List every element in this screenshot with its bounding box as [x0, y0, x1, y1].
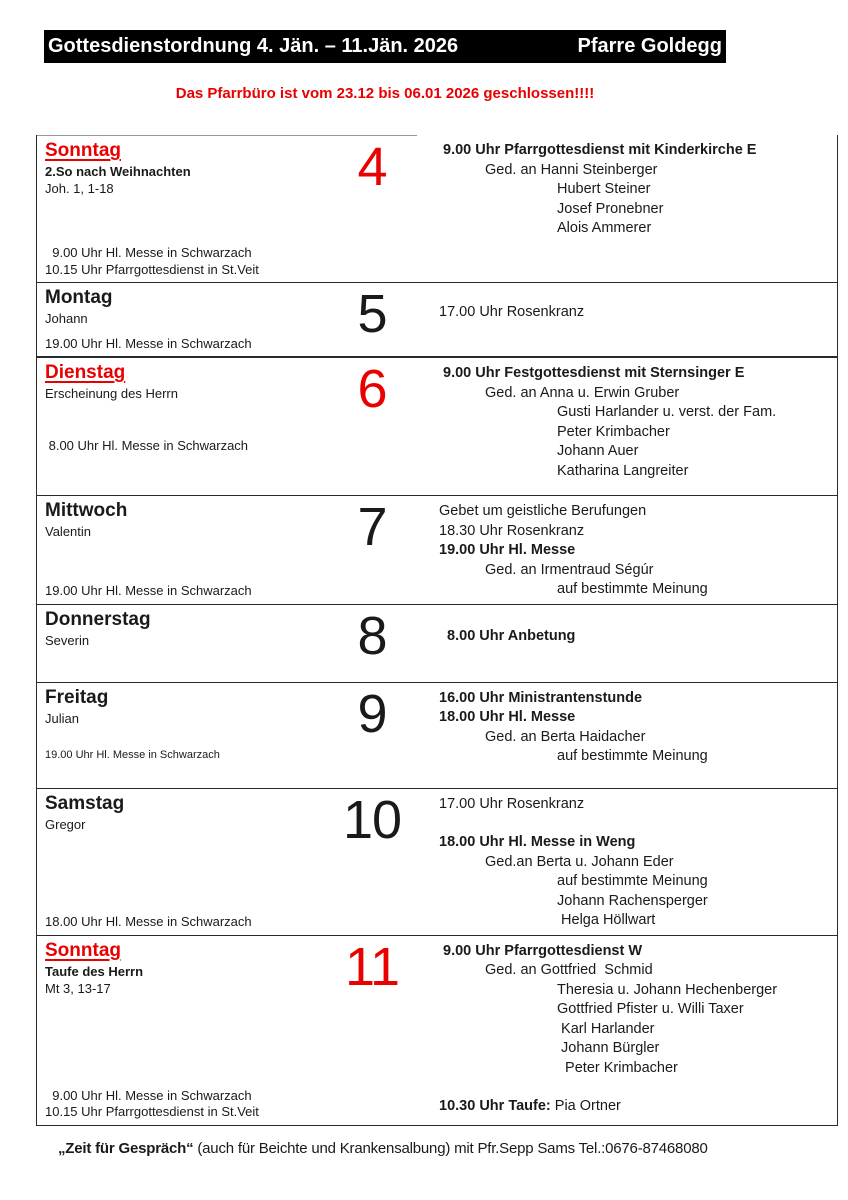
day-subtitle: Valentin	[45, 524, 92, 539]
day-events-cell	[417, 605, 837, 682]
event-text: Gebet um geistliche Berufungen	[439, 503, 647, 519]
event-line	[439, 1000, 831, 1020]
event-line	[439, 942, 831, 962]
event-spacer	[439, 814, 831, 833]
document-title: Gottesdienstordnung 4. Jän. – 11.Jän. 2026	[48, 35, 459, 57]
footer-quote: „Zeit für Gespräch“	[58, 1139, 194, 1157]
day-name: Samstag	[45, 792, 125, 814]
event-line	[439, 853, 831, 873]
event-text-suffix: Pia Ortner	[550, 1098, 621, 1114]
day-notes	[45, 1088, 323, 1121]
day-notes	[45, 438, 323, 455]
day-number-cell	[327, 789, 417, 935]
event-line	[439, 541, 831, 561]
event-line	[439, 747, 831, 767]
event-text: auf bestimmte Meinung	[557, 873, 708, 889]
event-line	[439, 872, 831, 892]
event-text: Katharina Langreiter	[557, 462, 689, 479]
event-line	[439, 1020, 831, 1040]
day-number-cell	[327, 683, 417, 788]
event-text: 9.00 Uhr Pfarrgottesdienst mit Kinderkirche E	[439, 142, 757, 158]
event-line	[439, 522, 831, 542]
day-number: 8	[357, 605, 387, 666]
event-line	[439, 580, 831, 600]
event-text: Gusti Harlander u. verst. der Fam.	[557, 404, 777, 420]
day-note: 19.00 Uhr Hl. Messe in Schwarzach	[45, 748, 220, 761]
event-text: Johann Auer	[557, 443, 639, 459]
event-text: 8.00 Uhr Anbetung	[439, 627, 576, 644]
event-text: Peter Krimbacher	[557, 1059, 678, 1076]
day-events-cell	[417, 358, 837, 495]
event-text: Hubert Steiner	[557, 181, 651, 197]
event-text: 19.00 Uhr Hl. Messe	[439, 542, 576, 558]
event-line	[439, 161, 831, 181]
day-note: 9.00 Uhr Hl. Messe in Schwarzach	[45, 1087, 252, 1103]
day-events-cell	[417, 936, 837, 1125]
day-subtitle: Johann	[45, 311, 88, 326]
event-text: Johann Rachensperger	[557, 892, 708, 909]
event-line	[439, 364, 831, 384]
event-text: Ged. an Anna u. Erwin Gruber	[485, 384, 680, 401]
day-number: 5	[357, 284, 387, 344]
day-note: 10.15 Uhr Pfarrgottesdienst in St.Veit	[45, 1104, 259, 1119]
day-info-cell	[37, 496, 327, 604]
event-line	[439, 1039, 831, 1059]
event-text: auf bestimmte Meinung	[557, 748, 708, 764]
day-row-dienstag-6	[37, 356, 837, 495]
day-row-mittwoch-7	[37, 495, 837, 604]
day-number: 11	[344, 936, 400, 997]
office-closed-notice: Das Pfarrbüro ist vom 23.12 bis 06.01 2026 geschlossen!!!!	[175, 85, 595, 102]
event-text: 9.00 Uhr Festgottesdienst mit Sternsinger E	[439, 365, 745, 381]
day-number: 4	[357, 137, 387, 197]
schedule-table	[36, 135, 838, 1126]
day-row-sonntag-11	[37, 935, 837, 1125]
day-subtitles	[45, 710, 323, 727]
day-info-cell	[37, 683, 327, 788]
event-line	[439, 502, 831, 522]
event-line	[439, 728, 831, 748]
day-info-cell	[37, 135, 327, 282]
event-line	[439, 1059, 831, 1079]
event-line	[439, 423, 831, 443]
event-text: Peter Krimbacher	[557, 423, 670, 440]
event-text: Josef Pronebner	[557, 200, 664, 217]
day-notes	[45, 747, 323, 764]
day-subtitle: Gregor	[45, 816, 86, 832]
parish-name: Pfarre Goldegg	[577, 35, 722, 57]
event-line	[439, 689, 831, 709]
day-subtitle: Joh. 1, 1-18	[45, 181, 114, 196]
footer-note	[36, 1140, 838, 1157]
day-number: 7	[357, 497, 387, 557]
event-line	[439, 462, 831, 482]
day-subtitle: Julian	[45, 710, 79, 726]
event-line	[439, 141, 831, 161]
event-spacer	[439, 1078, 831, 1097]
event-line	[439, 219, 831, 239]
day-row-montag-5	[37, 282, 837, 356]
day-number-cell	[327, 605, 417, 682]
day-subtitles	[45, 963, 323, 997]
event-text: 10.30 Uhr Taufe:	[439, 1098, 551, 1114]
day-notes	[45, 336, 323, 353]
day-info-cell	[37, 936, 327, 1125]
header-bar	[44, 30, 726, 63]
event-text: 16.00 Uhr Ministrantenstunde	[439, 689, 643, 706]
day-number-cell	[327, 283, 417, 356]
event-text: 18.00 Uhr Hl. Messe	[439, 709, 576, 725]
event-text: Ged.an Berta u. Johann Eder	[485, 853, 674, 870]
event-text: Ged. an Irmentraud Ségúr	[485, 561, 654, 578]
footer-text: (auch für Beichte und Krankensalbung) mit Pfr.Sepp Sams Tel.:0676-87468080	[193, 1139, 708, 1157]
day-info-cell	[37, 283, 327, 356]
event-line	[439, 403, 831, 423]
event-text: 17.00 Uhr Rosenkranz	[439, 795, 585, 812]
day-info-cell	[37, 358, 327, 495]
day-info-cell	[37, 605, 327, 682]
event-text: 9.00 Uhr Pfarrgottesdienst W	[439, 942, 643, 959]
day-note: 10.15 Uhr Pfarrgottesdienst in St.Veit	[45, 261, 259, 277]
event-text: Karl Harlander	[557, 1020, 655, 1037]
day-row-sonntag-4	[37, 135, 837, 282]
event-line	[439, 442, 831, 462]
event-line	[439, 961, 831, 981]
day-number-cell	[327, 936, 417, 1125]
day-subtitles	[45, 523, 323, 540]
day-events-cell	[417, 283, 837, 356]
day-note: 18.00 Uhr Hl. Messe in Schwarzach	[45, 914, 252, 929]
event-line	[439, 833, 831, 853]
day-notes	[45, 583, 323, 600]
day-row-freitag-9	[37, 682, 837, 788]
day-subtitles	[45, 163, 323, 197]
event-line	[439, 627, 831, 647]
event-line	[439, 200, 831, 220]
event-text: Gottfried Pfister u. Willi Taxer	[557, 1001, 744, 1017]
day-note: 19.00 Uhr Hl. Messe in Schwarzach	[45, 583, 252, 598]
event-line	[439, 180, 831, 200]
day-number-cell	[327, 496, 417, 604]
event-line	[439, 911, 831, 931]
event-line	[439, 708, 831, 728]
event-text: Theresia u. Johann Hechenberger	[557, 981, 778, 998]
day-row-donnerstag-8	[37, 604, 837, 682]
day-subtitle: 2.So nach Weihnachten	[45, 164, 191, 179]
day-note: 8.00 Uhr Hl. Messe in Schwarzach	[45, 438, 249, 454]
day-subtitle: Taufe des Herrn	[45, 963, 144, 979]
day-subtitle: Mt 3, 13-17	[45, 980, 111, 996]
event-line	[439, 303, 831, 323]
day-subtitles	[45, 632, 323, 649]
day-name: Sonntag	[45, 939, 121, 961]
day-name: Mittwoch	[45, 500, 128, 521]
event-line	[439, 795, 831, 815]
day-name: Montag	[45, 287, 113, 308]
event-line	[439, 384, 831, 404]
day-events-cell	[417, 789, 837, 935]
event-text: Johann Bürgler	[557, 1040, 660, 1056]
event-text: Helga Höllwart	[557, 912, 656, 928]
day-note: 19.00 Uhr Hl. Messe in Schwarzach	[45, 335, 252, 351]
event-text: Ged. an Hanni Steinberger	[485, 161, 658, 178]
event-text: 17.00 Uhr Rosenkranz	[439, 304, 585, 320]
day-subtitles	[45, 385, 323, 402]
day-number-cell	[327, 358, 417, 495]
day-notes	[45, 914, 323, 931]
event-line	[439, 1097, 831, 1117]
day-note: 9.00 Uhr Hl. Messe in Schwarzach	[45, 245, 252, 260]
day-name: Dienstag	[45, 362, 126, 383]
day-subtitles	[45, 310, 323, 327]
event-text: Alois Ammerer	[557, 220, 652, 236]
day-events-cell	[417, 683, 837, 788]
event-line	[439, 892, 831, 912]
event-text: Ged. an Gottfried Schmid	[485, 962, 653, 978]
event-text: 18.00 Uhr Hl. Messe in Weng	[439, 834, 636, 850]
day-number: 6	[357, 359, 387, 419]
day-info-cell	[37, 789, 327, 935]
day-events-cell	[417, 496, 837, 604]
day-name: Sonntag	[45, 140, 121, 161]
event-text: 18.30 Uhr Rosenkranz	[439, 522, 585, 539]
day-name: Freitag	[45, 686, 109, 708]
day-subtitles	[45, 816, 323, 833]
day-number-cell	[327, 135, 417, 282]
day-number: 9	[357, 683, 387, 744]
day-name: Donnerstag	[45, 608, 151, 630]
day-number: 10	[342, 789, 402, 850]
day-events-cell	[417, 135, 837, 282]
day-row-samstag-10	[37, 788, 837, 935]
day-subtitle: Severin	[45, 632, 90, 648]
day-notes	[45, 245, 323, 278]
event-text: auf bestimmte Meinung	[557, 581, 708, 597]
event-text: Ged. an Berta Haidacher	[485, 728, 646, 745]
event-line	[439, 981, 831, 1001]
event-line	[439, 561, 831, 581]
day-subtitle: Erscheinung des Herrn	[45, 386, 178, 401]
